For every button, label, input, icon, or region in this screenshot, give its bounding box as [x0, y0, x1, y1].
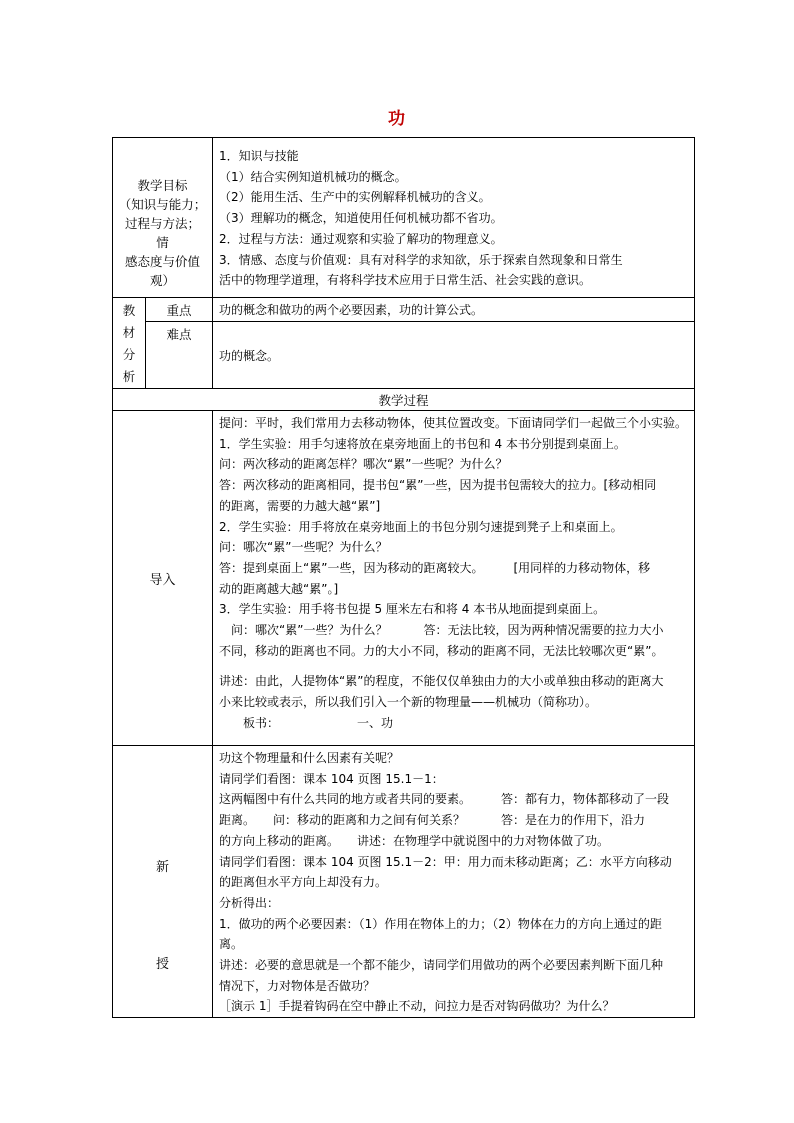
- textbook-analysis-char: 分: [122, 347, 136, 362]
- new-lesson-line: 请同学们看图：课本 104 页图 15.1－2：甲：用力而未移动距离；乙：水平方向移动: [219, 854, 672, 869]
- intro-line: 3．学生实验：用手将书包提 5 厘米左右和将 4 本书从地面提到桌面上。: [219, 602, 606, 617]
- new-lesson-line: 分析得出：: [219, 895, 280, 910]
- intro-line: 1．学生实验：用手匀速将放在桌旁地面上的书包和 4 本书分别提到桌面上。: [219, 436, 626, 451]
- intro-line: 不同，移动的距离也不同。力的大小不同，移动的距离不同，无法比较哪次更“累”。: [219, 643, 664, 658]
- objectives-line: （1）结合实例知道机械功的概念。: [219, 169, 407, 184]
- intro-row: [113, 411, 695, 746]
- lesson-plan-table: [112, 137, 695, 1018]
- objectives-line: 2．过程与方法：通过观察和实验了解功的物理意义。: [219, 231, 503, 246]
- objectives-content: [213, 138, 695, 298]
- key-point-content: 功的概念和做功的两个必要因素，功的计算公式。: [213, 298, 695, 322]
- difficult-point-row: [113, 322, 695, 389]
- textbook-analysis-label: [113, 298, 146, 389]
- intro-line: 答：两次移动的距离相同，提书包“累”一些，因为提书包需较大的拉力。[移动相同: [219, 478, 657, 493]
- difficult-point-label: 难点: [146, 322, 213, 389]
- intro-content: [213, 411, 695, 746]
- new-lesson-line: 情况下，力对物体是否做功？: [219, 978, 376, 993]
- new-lesson-line: 这两幅图中有什么共同的地方或者共同的要素。 答：都有力，物体都移动了一段: [219, 792, 670, 807]
- process-header: 教学过程: [113, 389, 695, 411]
- objectives-line: （3）理解功的概念，知道使用任何机械功都不省功。: [219, 211, 503, 226]
- new-lesson-line: 的距离但水平方向上却没有力。: [219, 875, 388, 890]
- new-lesson-row: [113, 746, 695, 1018]
- intro-line: [219, 661, 690, 671]
- textbook-analysis-char: 材: [122, 325, 136, 340]
- new-lesson-line: 1．做功的两个必要因素：（1）作用在物体上的力；（2）物体在力的方向上通过的距: [219, 916, 662, 931]
- document-title: 功: [388, 109, 406, 129]
- objectives-row: [113, 138, 695, 298]
- objectives-line: 3．情感、态度与价值观：具有对科学的求知欲，乐于探索自然现象和日常生: [219, 252, 623, 267]
- intro-line: 答：提到桌面上“累”一些，因为移动的距离较大。 [用同样的力移动物体，移: [219, 560, 651, 575]
- key-point-label: 重点: [146, 298, 213, 322]
- intro-line: 问：哪次“累”一些？为什么？ 答：无法比较，因为两种情况需要的拉力大小: [219, 623, 664, 638]
- objectives-line: 活中的物理学道理，有将科学技术应用于日常生活、社会实践的意识。: [219, 273, 592, 288]
- new-lesson-line: 请同学们看图：课本 104 页图 15.1－1：: [219, 771, 444, 786]
- new-lesson-line: 距离。 问：移动的距离和力之间有何关系？ 答：是在力的作用下，沿力: [219, 813, 646, 828]
- key-point-row: [113, 298, 695, 322]
- objectives-label-line: 观）: [150, 273, 176, 288]
- objectives-line: （2）能用生活、生产中的实例解释机械功的含义。: [219, 190, 491, 205]
- intro-line: 动的距离越大越“累”。]: [219, 581, 339, 596]
- new-lesson-line: 离。: [219, 937, 244, 952]
- objectives-label: [113, 138, 213, 298]
- objectives-label-line: 感态度与价值: [125, 254, 201, 269]
- new-lesson-content: [213, 746, 695, 1018]
- new-lesson-label: [113, 746, 213, 1018]
- new-lesson-line: ［演示 1］手提着钩码在空中静止不动，问拉力是否对钩码做功？为什么？: [219, 999, 615, 1014]
- intro-line: 的距离，需要的力越大越“累”]: [219, 498, 381, 513]
- new-lesson-label-char: 新: [156, 860, 170, 875]
- new-lesson-line: 功这个物理量和什么因素有关呢？: [219, 751, 400, 765]
- objectives-label-line: 情: [156, 235, 169, 250]
- intro-line: 提问：平时，我们常用力去移动物体，使其位置改变。下面请同学们一起做三个小实验。: [219, 416, 688, 430]
- intro-line: 小来比较或表示，所以我们引入一个新的物理量——机械功（简称功）。: [219, 695, 598, 710]
- objectives-label-line: 过程与方法；: [125, 216, 201, 231]
- objectives-label-line: 教学目标: [137, 178, 188, 193]
- textbook-analysis-char: 教: [122, 303, 136, 318]
- objectives-line: 1．知识与技能: [219, 149, 299, 163]
- new-lesson-line: 讲述：必要的意思就是一个都不能少，请同学们用做功的两个必要因素判断下面几种: [219, 958, 664, 973]
- process-header-row: [113, 389, 695, 411]
- objectives-label-line: （知识与能力；: [118, 197, 207, 212]
- textbook-analysis-char: 析: [122, 369, 136, 384]
- intro-line: 板书： 一、功: [219, 715, 394, 730]
- intro-line: 问：两次移动的距离怎样？哪次“累”一些呢？为什么？: [219, 457, 508, 472]
- intro-line: 问：哪次“累”一些呢？为什么？: [219, 540, 388, 555]
- new-lesson-label-char: 授: [156, 957, 170, 972]
- intro-label: 导入: [113, 411, 213, 746]
- new-lesson-line: 的方向上移动的距离。 讲述：在物理学中就说图中的力对物体做了功。: [219, 833, 610, 848]
- difficult-point-content: 功的概念。: [213, 322, 695, 389]
- intro-line: 讲述：由此，人提物体“累”的程度，不能仅仅单独由力的大小或单独由移动的距离大: [219, 674, 664, 689]
- intro-line: 2．学生实验：用手将放在桌旁地面上的书包分别匀速提到凳子上和桌面上。: [219, 519, 623, 534]
